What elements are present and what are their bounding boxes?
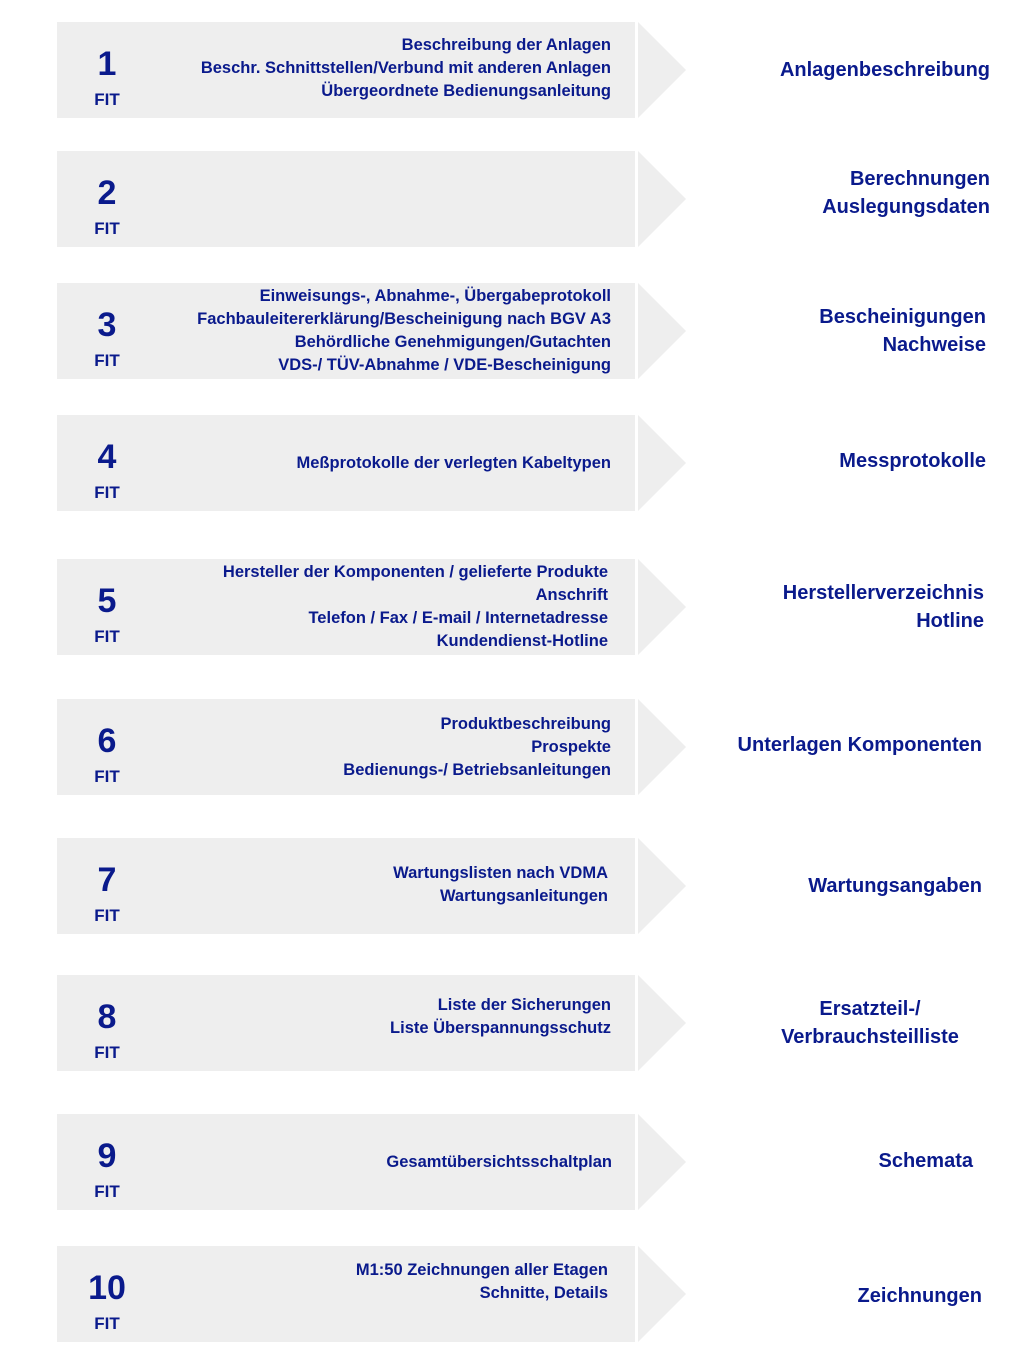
item-number: 9 xyxy=(97,1137,117,1175)
category-line: Anlagenbeschreibung xyxy=(779,59,990,81)
description-line: Produktbeschreibung xyxy=(440,714,611,733)
item-tag: FIT xyxy=(94,627,120,646)
description-line: VDS-/ TÜV-Abnahme / VDE-Bescheinigung xyxy=(278,356,611,374)
item-number: 2 xyxy=(97,174,117,212)
item-category xyxy=(660,22,990,118)
item-category xyxy=(652,1248,982,1344)
item-row-9 xyxy=(0,1114,1024,1210)
item-row-5 xyxy=(0,559,1024,655)
item-category xyxy=(652,838,982,934)
description-line: Gesamtübersichtsschaltplan xyxy=(386,1152,612,1171)
description-line: Schnitte, Details xyxy=(479,1284,608,1302)
item-description xyxy=(197,283,611,379)
description-line: Übergeordnete Bedienungsanleitung xyxy=(321,81,611,100)
item-number: 10 xyxy=(88,1269,126,1307)
item-category xyxy=(656,283,986,379)
item-row-8 xyxy=(0,975,1024,1071)
item-description xyxy=(343,699,611,795)
item-number: 8 xyxy=(97,998,117,1036)
item-tag: FIT xyxy=(94,219,120,238)
description-line: Beschr. Schnittstellen/Verbund mit anderen Anlagen xyxy=(200,58,611,77)
description-line: Beschreibung der Anlagen xyxy=(401,35,611,54)
category-line: Hotline xyxy=(916,610,984,632)
item-description xyxy=(390,969,611,1065)
category-line: Bescheinigungen xyxy=(819,306,986,328)
item-number: 6 xyxy=(97,722,117,760)
description-line: Wartungslisten nach VDMA xyxy=(393,864,608,882)
item-tag: FIT xyxy=(94,90,120,109)
description-line: Telefon / Fax / E-mail / Internetadresse xyxy=(308,609,608,627)
item-description xyxy=(223,559,608,655)
item-category xyxy=(760,975,980,1071)
item-tag: FIT xyxy=(94,1182,120,1201)
category-line: Berechnungen xyxy=(849,168,990,190)
item-number: 5 xyxy=(97,582,117,620)
description-line: Meßprotokolle der verlegten Kabeltypen xyxy=(296,453,611,472)
item-description xyxy=(356,1234,608,1330)
item-description xyxy=(386,1114,612,1210)
item-tag: FIT xyxy=(94,1314,120,1333)
category-line: Herstellerverzeichnis xyxy=(782,582,984,604)
description-line: Kundendienst-Hotline xyxy=(436,632,608,650)
item-tag: FIT xyxy=(94,906,120,925)
description-line: Behördliche Genehmigungen/Gutachten xyxy=(294,333,611,351)
arrow-right-icon xyxy=(638,975,686,1071)
description-line: Liste der Sicherungen xyxy=(437,996,611,1014)
item-category xyxy=(654,559,984,655)
description-line: M1:50 Zeichnungen aller Etagen xyxy=(355,1261,608,1279)
item-tag: FIT xyxy=(94,1043,120,1062)
category-line: Auslegungsdaten xyxy=(822,196,990,218)
item-number: 4 xyxy=(97,438,117,476)
description-line: Wartungsanleitungen xyxy=(439,887,608,905)
item-row-2 xyxy=(0,151,1024,247)
item-tag: FIT xyxy=(94,351,120,370)
category-line: Unterlagen Komponenten xyxy=(737,734,982,756)
category-line: Messprotokolle xyxy=(839,450,986,472)
item-row-6 xyxy=(0,699,1024,795)
item-description xyxy=(201,20,611,116)
item-category xyxy=(660,145,990,241)
description-line: Fachbauleitererklärung/Bescheinigung nach BGV A3 xyxy=(197,310,611,328)
item-row-7 xyxy=(0,838,1024,934)
item-row-4 xyxy=(0,415,1024,511)
item-description xyxy=(393,837,608,933)
item-tag: FIT xyxy=(94,483,120,502)
item-row-3 xyxy=(0,283,1024,379)
category-line: Wartungsangaben xyxy=(808,875,982,897)
item-tag: FIT xyxy=(94,767,120,786)
description-line: Liste Überspannungsschutz xyxy=(390,1019,611,1037)
description-line: Bedienungs-/ Betriebsanleitungen xyxy=(343,760,611,779)
item-row-1 xyxy=(0,22,1024,118)
category-line: Verbrauchsteilliste xyxy=(781,1026,959,1048)
item-description xyxy=(297,415,611,511)
item-number: 7 xyxy=(97,861,117,899)
item-category xyxy=(656,413,986,509)
description-line: Hersteller der Komponenten / gelieferte Produkte xyxy=(222,563,608,581)
category-line: Schemata xyxy=(878,1150,973,1172)
item-row-10 xyxy=(0,1246,1024,1342)
description-line: Prospekte xyxy=(531,737,611,756)
item-category xyxy=(643,1113,973,1209)
category-line: Nachweise xyxy=(882,334,986,356)
category-line: Zeichnungen xyxy=(857,1285,982,1307)
item-number: 1 xyxy=(97,45,117,83)
category-line: Ersatzteil-/ xyxy=(819,998,921,1020)
item-category xyxy=(652,697,982,793)
item-number: 3 xyxy=(97,306,117,344)
description-line: Einweisungs-, Abnahme-, Übergabeprotokoll xyxy=(259,287,611,305)
description-line: Anschrift xyxy=(535,586,608,604)
